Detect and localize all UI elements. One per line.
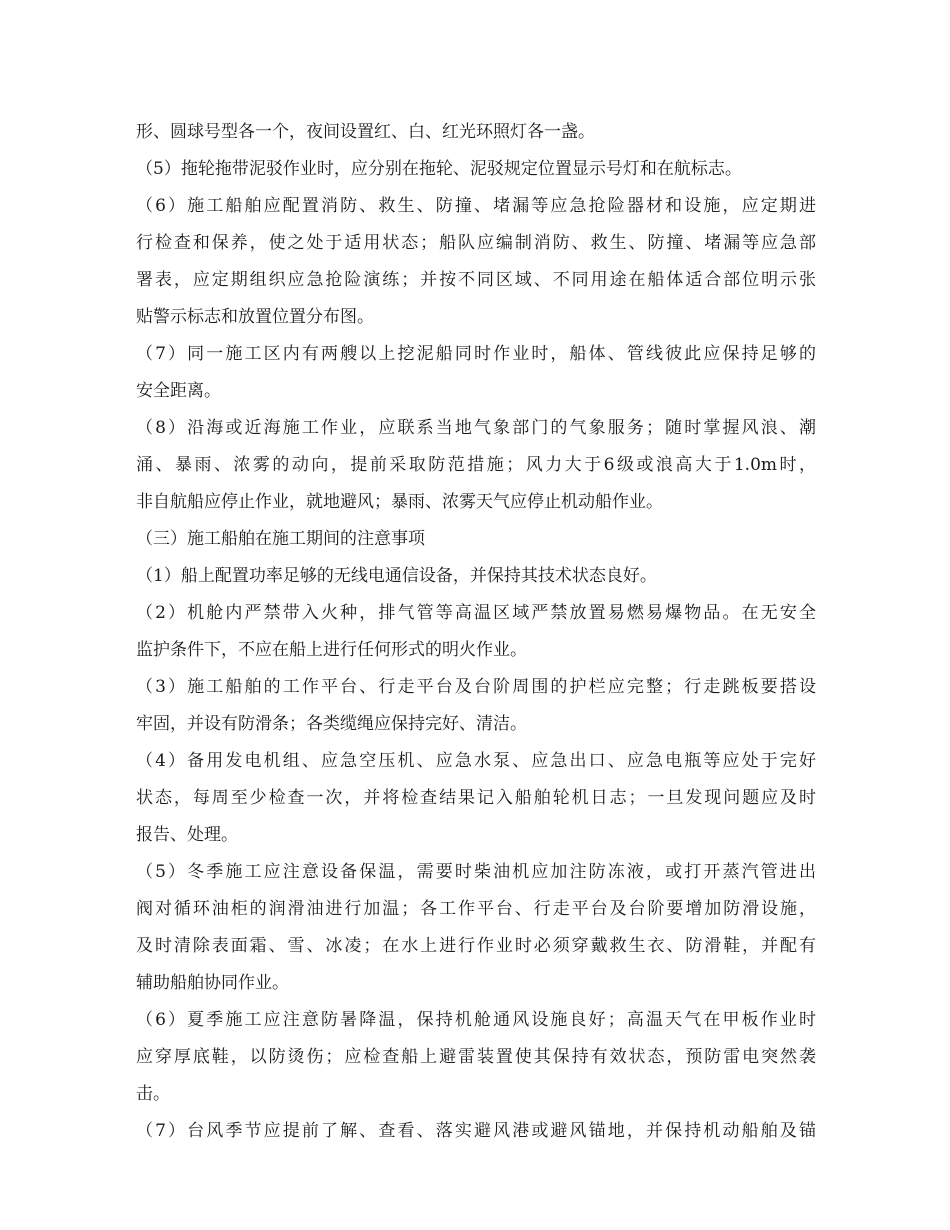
text-line: 辅助船舶协同作业。 <box>136 973 289 993</box>
text-line: （2）机舱内严禁带入火种，排气管等高温区域严禁放置易燃易爆物品。在无安全 <box>136 603 816 623</box>
text-line: 牢固，并设有防滑条；各类缆绳应保持完好、清洁。 <box>136 714 527 734</box>
text-line: （5）冬季施工应注意设备保温，需要时柴油机应加注防冻液，或打开蒸汽管进出 <box>136 862 816 882</box>
text-line: （5）拖轮拖带泥驳作业时，应分别在拖轮、泥驳规定位置显示号灯和在航标志。 <box>136 159 742 179</box>
text-line: 署表，应定期组织应急抢险演练；并按不同区域、不同用途在船体适合部位明示张 <box>136 270 816 290</box>
text-line: 及时清除表面霜、雪、冰凌；在水上进行作业时必须穿戴救生衣、防滑鞋，并配有 <box>136 936 816 956</box>
text-line: 应穿厚底鞋，以防烫伤；应检查船上避雷装置使其保持有效状态，预防雷电突然袭 <box>136 1047 816 1067</box>
text-line: 报告、处理。 <box>136 825 238 845</box>
text-line: 安全距离。 <box>136 381 221 401</box>
text-line: 行检查和保养，使之处于适用状态；船队应编制消防、救生、防撞、堵漏等应急部 <box>136 233 816 253</box>
text-line: （6）夏季施工应注意防暑降温，保持机舱通风设施良好；高温天气在甲板作业时 <box>136 1010 816 1030</box>
text-line: 贴警示标志和放置位置分布图。 <box>136 307 374 327</box>
text-line: 状态，每周至少检查一次，并将检查结果记入船舶轮机日志；一旦发现问题应及时 <box>136 788 816 808</box>
text-line: 击。 <box>136 1084 170 1104</box>
document-body <box>136 114 816 1150</box>
text-line: 非自航船应停止作业，就地避风；暴雨、浓雾天气应停止机动船作业。 <box>136 492 663 512</box>
text-line: （7）同一施工区内有两艘以上挖泥船同时作业时，船体、管线彼此应保持足够的 <box>136 344 816 364</box>
text-line: 形、圆球号型各一个，夜间设置红、白、红光环照灯各一盏。 <box>136 122 595 142</box>
text-line: （8）沿海或近海施工作业，应联系当地气象部门的气象服务；随时掌握风浪、潮 <box>136 418 816 438</box>
text-line: （3）施工船舶的工作平台、行走平台及台阶周围的护栏应完整；行走跳板要搭设 <box>136 677 816 697</box>
text-line: （6）施工船舶应配置消防、救生、防撞、堵漏等应急抢险器材和设施，应定期进 <box>136 196 816 216</box>
text-line: 监护条件下，不应在船上进行任何形式的明火作业。 <box>136 640 527 660</box>
text-line: 涌、暴雨、浓雾的动向，提前采取防范措施；风力大于6级或浪高大于1.0m时， <box>136 455 816 475</box>
text-line: （7）台风季节应提前了解、查看、落实避风港或避风锚地，并保持机动船舶及锚 <box>136 1121 816 1141</box>
text-line: 阀对循环油柜的润滑油进行加温；各工作平台、行走平台及台阶要增加防滑设施， <box>136 899 816 919</box>
text-line: （1）船上配置功率足够的无线电通信设备，并保持其技术状态良好。 <box>136 566 657 586</box>
section-heading: （三）施工船舶在施工期间的注意事项 <box>136 529 425 549</box>
text-line: （4）备用发电机组、应急空压机、应急水泵、应急出口、应急电瓶等应处于完好 <box>136 751 816 771</box>
